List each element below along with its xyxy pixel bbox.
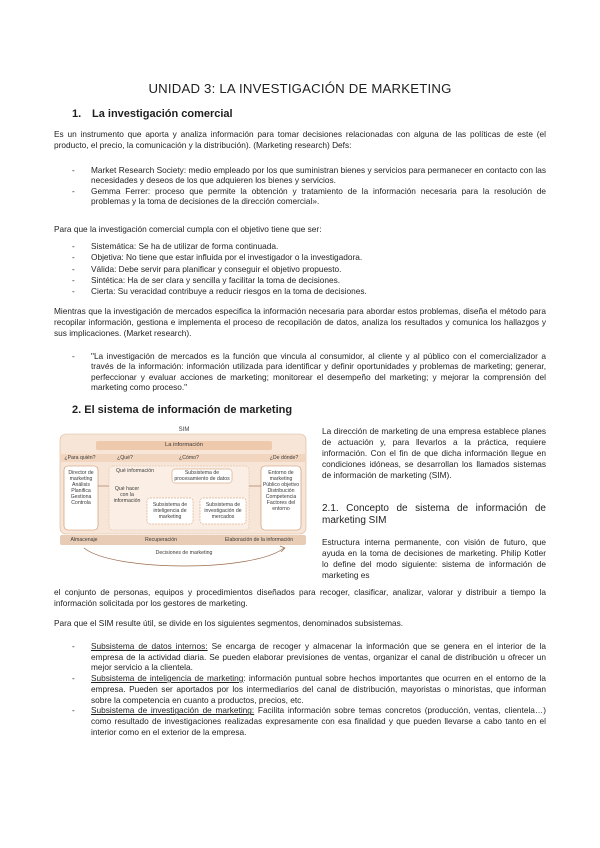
list-item: - Cierta: Su veracidad contribuye a reducir riesgos en la toma de decisiones.	[72, 286, 546, 297]
subsystem-name: Subsistema de inteligencia de marketing	[91, 673, 244, 684]
intro-paragraph: Es un instrumento que aporta y analiza información para tomar decisiones relacionadas con alguna de las políticas de este (el producto, el precio, la comunicación y la distribución). (Marketing research) Defs:	[54, 129, 546, 151]
list-item	[72, 705, 546, 737]
quote-list	[72, 351, 546, 393]
diagram-band-label: Almacenaje	[70, 537, 98, 543]
subsystem-text: Se encarga de recoger y almacenar la información que se genera en el interior de la empresa de la actividad diaria. Se pueden elaborar previsiones de ventas, organizar el canal de distribución u ofrecer un mejor servicio a la clientela.	[91, 641, 546, 673]
segments-intro: Para que el SIM resulte útil, se divide en los siguientes segmentos, denominados subsistemas.	[54, 618, 404, 628]
diagram-subsystem-research: Subsistema de investigación de mercados	[204, 502, 242, 520]
list-item: - Gemma Ferrer: proceso que permite la obtención y tratamiento de la información necesaria para la resolución de problemas y la toma de decisiones de la dirección comercial».	[72, 186, 546, 207]
concept-paragraph-right: Estructura interna permanente, con visión de futuro, que ayuda en la toma de decisiones de marketing. Philip Kotler lo define del modo siguiente: sistema de información de marketing es	[322, 537, 546, 581]
characteristics-list	[72, 241, 546, 297]
diagram-center-left: Qué hacer con la información	[113, 486, 141, 504]
diagram-title: SIM	[178, 427, 190, 433]
objective-intro: Para que la investigación comercial cumpla con el objetivo tiene que ser:	[54, 224, 322, 234]
diagram-subsystem-intelligence: Subsistema de inteligencia de marketing	[152, 502, 188, 520]
diagram-bottom-label: Decisiones de marketing	[155, 550, 213, 556]
diagram-info-band: La información	[164, 442, 204, 448]
diagram-question: ¿De dónde?	[269, 455, 299, 461]
subsystem-text: Facilita información sobre temas concretos (producción, ventas, clientela…) como resultado de investigaciones realizadas expresamente con esa finalidad y que pueden llevarse a cabo tanto en el interior como en el exterior de la empresa.	[91, 705, 546, 737]
diagram-question: ¿Para quién?	[64, 455, 96, 461]
section-2-heading: 2. El sistema de información de marketing	[72, 404, 293, 416]
section-1-title: La investigación comercial	[92, 108, 233, 120]
list-item: - Objetiva: No tiene que estar influida por el investigador o la investigadora.	[72, 252, 546, 263]
diagram-band-label: Recuperación	[144, 537, 177, 543]
subsystems-list	[72, 641, 546, 737]
list-item	[72, 641, 546, 673]
diagram-left-box: Director de marketing Análisis Planifica Gestiona Controla	[68, 470, 94, 506]
subsystem-name: Subsistema de datos internos:	[91, 641, 208, 651]
quote-item: - "La investigación de mercados es la función que vincula al consumidor, al cliente y al público con el comercializador a través de la información: información utilizada para identificar y definir oportunidades y problemas de marketing; generar, perfeccionar y evaluar acciones de marketing; monitorear el desempeño del marketing; y mejorar la comprensión del marketing como proceso."	[72, 351, 546, 393]
subsection-heading: 2.1. Concepto de sistema de información de marketing SIM	[322, 503, 546, 527]
process-paragraph: Mientras que la investigación de mercados especifica la información necesaria para abordar estos problemas, diseña el método para recopilar información, gestiona e implementa el proceso de recopilación de datos, analiza los resultados y comunica los hallazgos y sus implicaciones. (Market research).	[54, 306, 546, 339]
section-1-number: 1.	[72, 108, 82, 120]
section-1-heading	[72, 108, 233, 120]
diagram-center-top: Qué información	[115, 468, 155, 474]
diagram-center-mid: Subsistema de procesamiento de datos	[174, 470, 230, 482]
list-item: - Market Research Society: medio empleado por los que suministran bienes y servicios para permanecer en contacto con las necesidades y deseos de los que adquieren los bienes y servicios.	[72, 165, 546, 186]
list-item: - Sintética: Ha de ser clara y sencilla y facilitar la toma de decisiones.	[72, 275, 546, 286]
diagram-question: ¿Cómo?	[179, 455, 199, 461]
sim-paragraph: La dirección de marketing de una empresa establece planes de actuación y, para llevarlos a la práctica, requiere información. Con el fin de que dicha información llegue en condiciones idóneas, se desarrollan los llamados sistemas de información de marketing (SIM).	[322, 426, 546, 481]
concept-paragraph-full: el conjunto de personas, equipos y procedimientos diseñados para recoger, clasificar, analizar, valorar y distribuir a tiempo la información solicitada por los gestores de marketing.	[54, 587, 546, 609]
subsystem-text: : información puntual sobre hechos importantes que ocurren en el entorno de la empresa. Pueden ser aportados por los intermediarios del canal de distribución, mayoristas o minoristas, que informan sobre la competencia en cuanto a productos, precios, etc.	[91, 673, 546, 705]
list-item	[72, 673, 546, 705]
diagram-band-label: Elaboración de la información	[224, 537, 294, 543]
sim-diagram	[54, 424, 312, 586]
subsystem-name: Subsistema de investigación de marketing:	[91, 705, 255, 716]
list-item: - Válida: Debe servir para planificar y conseguir el objetivo propuesto.	[72, 264, 546, 275]
diagram-question: ¿Qué?	[117, 455, 133, 461]
page-title: UNIDAD 3: LA INVESTIGACIÓN DE MARKETING	[148, 81, 452, 96]
diagram-right-box: Entorno de marketing Público objetivo Distribución Competencia Factores del entorno	[262, 470, 300, 512]
list-item: - Sistemática: Se ha de utilizar de forma continuada.	[72, 241, 546, 252]
definitions-list	[72, 165, 546, 207]
